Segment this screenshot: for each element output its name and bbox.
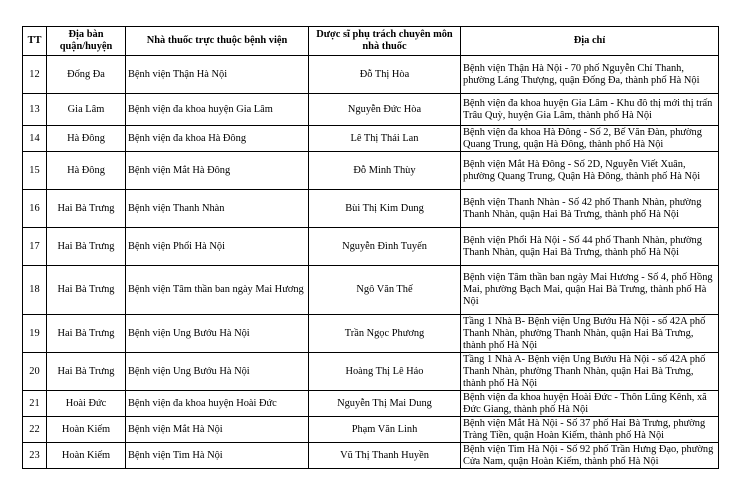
table-row [23,391,719,417]
cell-tt: 15 [23,152,47,190]
header-tt: TT [23,27,47,56]
header-area-line2: quận/huyện [59,41,113,52]
cell-area: Hai Bà Trưng [47,353,126,391]
table-row [23,56,719,94]
table-row [23,190,719,228]
cell-pharmacist: Nguyễn Đức Hòa [309,94,461,126]
cell-pharmacist: Bùi Thị Kim Dung [309,190,461,228]
cell-tt: 13 [23,94,47,126]
cell-tt: 18 [23,266,47,315]
table-row [23,152,719,190]
header-area [47,27,126,56]
cell-address: Tầng 1 Nhà B- Bệnh viện Ung Bướu Hà Nội - số 42A phố Thanh Nhàn, phường Thanh Nhàn, quận Hai Bà Trưng, thành phố Hà Nội [461,315,719,353]
cell-address: Tầng 1 Nhà A- Bệnh viện Ung Bướu Hà Nội - số 42A phố Thanh Nhàn, phường Thanh Nhàn, quận Hai Bà Trưng, thành phố Hà Nội [461,353,719,391]
cell-pharmacy: Bệnh viện Phổi Hà Nội [126,228,309,266]
cell-tt: 19 [23,315,47,353]
cell-pharmacy: Bệnh viện Ung Bướu Hà Nội [126,353,309,391]
cell-address: Bệnh viện Phổi Hà Nội - Số 44 phố Thanh Nhàn, phường Thanh Nhàn, quận Hai Bà Trưng, thành phố Hà Nội [461,228,719,266]
cell-area: Gia Lâm [47,94,126,126]
cell-address: Bệnh viện đa khoa Hà Đông - Số 2, Bế Văn Đàn, phường Quang Trung, quận Hà Đông, thành phố Hà Nội [461,126,719,152]
table-row [23,228,719,266]
cell-pharmacist: Lê Thị Thái Lan [309,126,461,152]
cell-address: Bệnh viện Thận Hà Nội - 70 phố Nguyễn Chí Thanh, phường Láng Thượng, quận Đống Đa, thành phố Hà Nội [461,56,719,94]
cell-area: Đống Đa [47,56,126,94]
cell-address: Bệnh viện đa khoa huyện Gia Lâm - Khu đô thị mới thị trấn Trâu Quỳ, huyện Gia Lâm, thành phố Hà Nội [461,94,719,126]
cell-pharmacist: Nguyễn Thị Mai Dung [309,391,461,417]
cell-address: Bệnh viện Tâm thần ban ngày Mai Hương - Số 4, phố Hồng Mai, phường Bạch Mai, quận Hai Bà Trưng, thành phố Hà Nội [461,266,719,315]
cell-area: Hai Bà Trưng [47,266,126,315]
cell-address: Bệnh viện đa khoa huyện Hoài Đức - Thôn Lũng Kênh, xã Đức Giang, thành phố Hà Nội [461,391,719,417]
cell-address: Bệnh viện Mắt Hà Đông - Số 2D, Nguyễn Viết Xuân, phường Quang Trung, Quận Hà Đông, thành phố Hà Nội [461,152,719,190]
header-pharmacist [309,27,461,56]
cell-pharmacy: Bệnh viện Thận Hà Nội [126,56,309,94]
cell-pharmacist: Ngô Văn Thế [309,266,461,315]
table-row [23,266,719,315]
cell-pharmacist: Phạm Văn Linh [309,417,461,443]
table-row [23,353,719,391]
cell-address: Bệnh viện Thanh Nhàn - Số 42 phố Thanh Nhàn, phường Thanh Nhàn, quận Hai Bà Trưng, thành phố Hà Nội [461,190,719,228]
cell-tt: 14 [23,126,47,152]
cell-address: Bệnh viện Tim Hà Nội - Số 92 phố Trần Hưng Đạo, phường Cửa Nam, quận Hoàn Kiếm, thành phố Hà Nội [461,443,719,469]
cell-pharmacy: Bệnh viện Tim Hà Nội [126,443,309,469]
cell-area: Hoài Đức [47,391,126,417]
cell-area: Hai Bà Trưng [47,228,126,266]
cell-tt: 23 [23,443,47,469]
table-row [23,94,719,126]
cell-tt: 12 [23,56,47,94]
cell-area: Hà Đông [47,152,126,190]
table-body [23,56,719,469]
cell-pharmacy: Bệnh viện Tâm thần ban ngày Mai Hương [126,266,309,315]
cell-area: Hai Bà Trưng [47,190,126,228]
table-header-row [23,27,719,56]
cell-tt: 16 [23,190,47,228]
header-area-line1: Địa bàn [68,29,104,40]
cell-area: Hoàn Kiếm [47,417,126,443]
header-address: Địa chỉ [461,27,719,56]
cell-pharmacy: Bệnh viện Mắt Hà Nội [126,417,309,443]
pharmacy-table [22,26,719,469]
cell-pharmacist: Hoàng Thị Lê Hảo [309,353,461,391]
cell-area: Hà Đông [47,126,126,152]
cell-pharmacy: Bệnh viện Thanh Nhàn [126,190,309,228]
table-row [23,417,719,443]
header-pharmacy: Nhà thuốc trực thuộc bệnh viện [126,27,309,56]
cell-pharmacist: Trần Ngọc Phương [309,315,461,353]
cell-pharmacy: Bệnh viện đa khoa Hà Đông [126,126,309,152]
cell-pharmacist: Nguyễn Đình Tuyến [309,228,461,266]
cell-tt: 21 [23,391,47,417]
cell-address: Bệnh viện Mắt Hà Nội - Số 37 phố Hai Bà Trưng, phường Tràng Tiền, quận Hoàn Kiếm, thành phố Hà Nội [461,417,719,443]
table-row [23,315,719,353]
cell-tt: 20 [23,353,47,391]
cell-tt: 17 [23,228,47,266]
header-pharmacist-line1: Dược sĩ phụ trách chuyên môn [316,29,453,40]
cell-pharmacist: Đỗ Minh Thùy [309,152,461,190]
document-sheet [22,26,719,469]
cell-pharmacy: Bệnh viện đa khoa huyện Hoài Đức [126,391,309,417]
table-row [23,443,719,469]
table-row [23,126,719,152]
cell-pharmacy: Bệnh viện Mắt Hà Đông [126,152,309,190]
cell-pharmacy: Bệnh viện đa khoa huyện Gia Lâm [126,94,309,126]
cell-pharmacist: Vũ Thị Thanh Huyền [309,443,461,469]
cell-area: Hai Bà Trưng [47,315,126,353]
header-pharmacist-line2: nhà thuốc [362,41,407,52]
cell-pharmacy: Bệnh viện Ung Bướu Hà Nội [126,315,309,353]
cell-pharmacist: Đỗ Thị Hòa [309,56,461,94]
cell-area: Hoàn Kiếm [47,443,126,469]
cell-tt: 22 [23,417,47,443]
